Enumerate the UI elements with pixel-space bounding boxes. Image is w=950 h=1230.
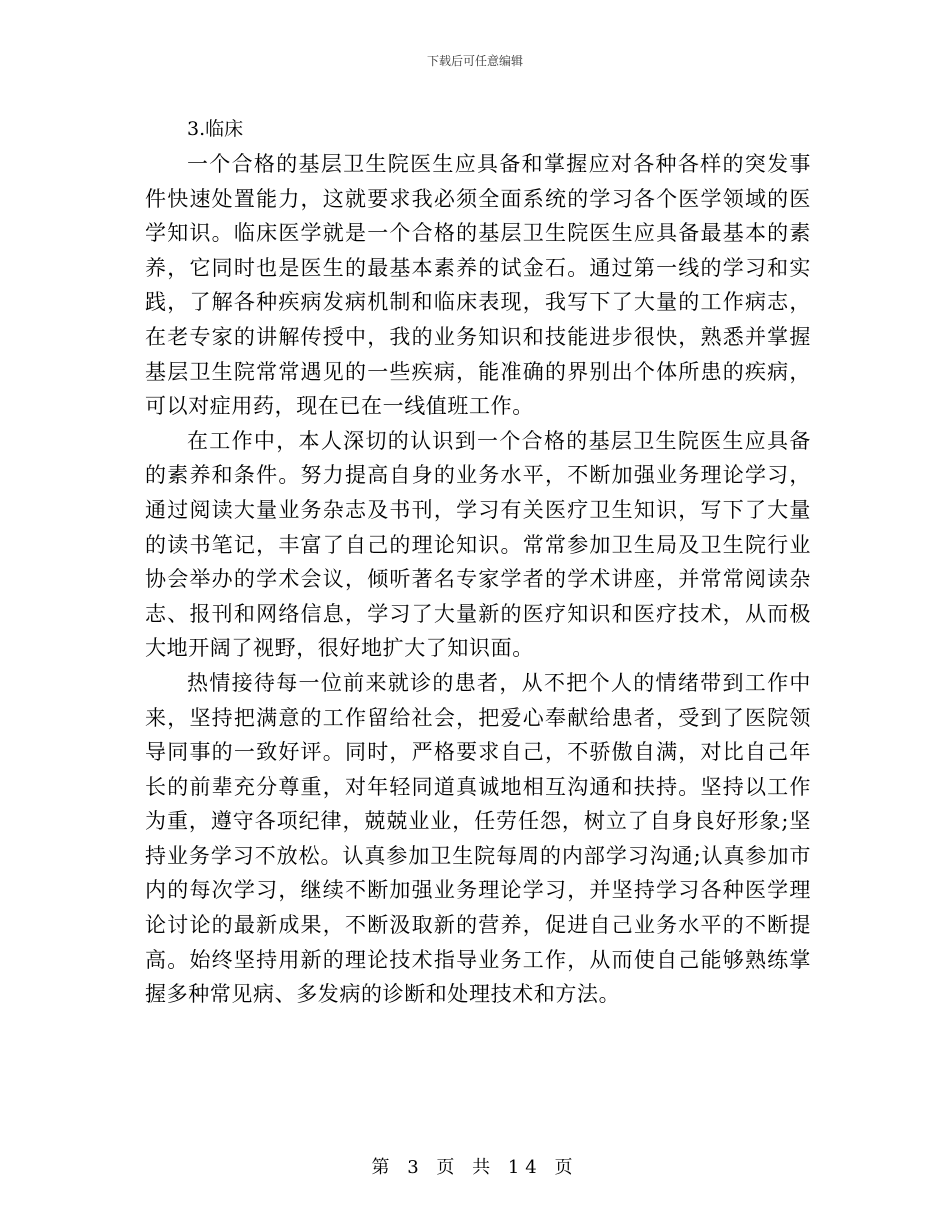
paragraph-patients: 热情接待每一位前来就诊的患者，从不把个人的情绪带到工作中来，坚持把满意的工作留给社会，把爱心奉献给患者，受到了医院领导同事的一致好评。同时，严格要求自己，不骄傲自满，对比自己年长的前辈充分尊重，对年轻同道真诚地相互沟通和扶持。坚持以工作为重，遵守各项纪律，兢兢业业，任劳任怨，树立了自身良好形象;坚持业务学习不放松。认真参加卫生院每周的内部学习沟通;认真参加市内的每次学习，继续不断加强业务理论学习，并坚持学习各种医学理论讨论的最新成果，不断汲取新的营养，促进自己业务水平的不断提高。始终坚持用新的理论技术指导业务工作，从而使自己能够熟练掌握多种常见病、多发病的诊断和处理技术和方法。 (145, 670, 811, 1007)
paragraph-clinical: 一个合格的基层卫生院医生应具备和掌握应对各种各样的突发事件快速处置能力，这就要求我必须全面系统的学习各个医学领域的医学知识。临床医学就是一个合格的基层卫生院医生应具备最基本的素养，它同时也是医生的最基本素养的试金石。通过第一线的学习和实践，了解各种疾病发病机制和临床表现，我写下了大量的工作病志，在老专家的讲解传授中，我的业务知识和技能进步很快，熟悉并掌握基层卫生院常常遇见的一些疾病，能准确的界别出个体所患的疾病，可以对症用药，现在已在一线值班工作。 (145, 152, 811, 419)
paragraph-work: 在工作中，本人深切的认识到一个合格的基层卫生院医生应具备的素养和条件。努力提高自身的业务水平，不断加强业务理论学习，通过阅读大量业务杂志及书刊，学习有关医疗卫生知识，写下了大量的读书笔记，丰富了自己的理论知识。常常参加卫生局及卫生院行业协会举办的学术会议，倾听著名专家学者的学术讲座，并常常阅读杂志、报刊和网络信息，学习了大量新的医疗知识和医疗技术，从而极大地开阔了视野，很好地扩大了知识面。 (145, 428, 811, 661)
section-heading: 3.临床 (187, 118, 244, 140)
document-body (145, 112, 811, 1012)
page-number: 第 3 页 共 14 页 (371, 1157, 579, 1178)
header-note: 下载后可任意编辑 (426, 54, 523, 68)
